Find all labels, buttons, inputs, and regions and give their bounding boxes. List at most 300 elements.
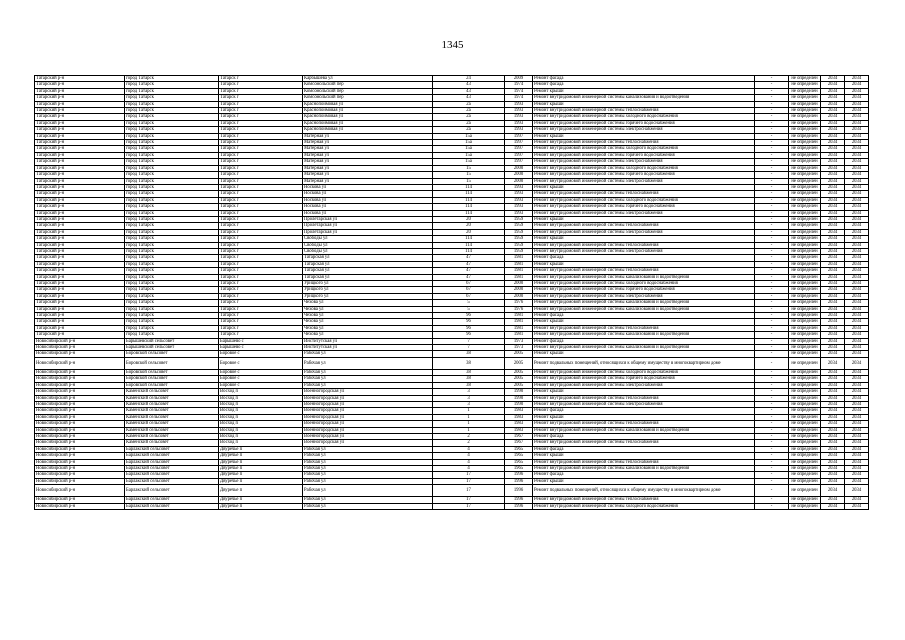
house-number-cell: 2а — [433, 108, 505, 114]
settlement-cell: Двуречье п — [219, 503, 303, 509]
settlement-cell: Татарск г — [219, 242, 303, 248]
plan-year-cell: 2034 — [821, 408, 845, 414]
year-cell: 1983 — [505, 427, 533, 433]
status-cell: не определен — [789, 332, 821, 338]
house-number-cell: 3 — [433, 401, 505, 407]
status-cell: не определен — [789, 146, 821, 152]
settlement-cell: Двуречье п — [219, 485, 303, 497]
end-year-cell: 2034 — [845, 472, 869, 478]
status-cell: не определен — [789, 127, 821, 133]
year-cell: 1959 — [505, 242, 533, 248]
district-cell: Татарский р-н — [35, 325, 125, 331]
plan-year-cell: 2034 — [821, 82, 845, 88]
year-cell: 1997 — [505, 159, 533, 165]
municipality-cell: город Татарск — [125, 261, 219, 267]
status-cell: не определен — [789, 389, 821, 395]
municipality-cell: Боровской сельсовет — [125, 382, 219, 388]
work-type-cell: Ремонт внутридомовой инженерной системы холодного водоснабжения — [533, 369, 755, 375]
dash-cell: - — [755, 503, 789, 509]
work-type-cell: Ремонт внутридомовой инженерной системы холодного водоснабжения — [533, 114, 755, 120]
street-cell: Военногородская ул — [303, 408, 433, 414]
district-cell: Татарский р-н — [35, 88, 125, 94]
district-cell: Новосибирский р-н — [35, 497, 125, 503]
settlement-cell: Татарск г — [219, 223, 303, 229]
end-year-cell: 2034 — [845, 152, 869, 158]
dash-cell: - — [755, 95, 789, 101]
plan-year-cell: 2034 — [821, 485, 845, 497]
house-number-cell: 1 — [433, 421, 505, 427]
end-year-cell: 2034 — [845, 446, 869, 452]
year-cell: 1993 — [505, 197, 533, 203]
street-cell: Чехова ул — [303, 332, 433, 338]
end-year-cell: 2034 — [845, 248, 869, 254]
dash-cell: - — [755, 446, 789, 452]
street-cell: Чехова ул — [303, 319, 433, 325]
dash-cell: - — [755, 140, 789, 146]
district-cell: Татарский р-н — [35, 313, 125, 319]
settlement-cell: Восход п — [219, 421, 303, 427]
street-cell: Рабочая ул — [303, 376, 433, 382]
status-cell: не определен — [789, 433, 821, 439]
district-cell: Татарский р-н — [35, 204, 125, 210]
plan-year-cell: 2034 — [821, 389, 845, 395]
dash-cell: - — [755, 172, 789, 178]
house-number-cell: 15а — [433, 159, 505, 165]
work-type-cell: Ремонт фасада — [533, 472, 755, 478]
municipality-cell: город Татарск — [125, 95, 219, 101]
district-cell: Новосибирский р-н — [35, 345, 125, 351]
plan-year-cell: 2034 — [821, 478, 845, 484]
plan-year-cell: 2034 — [821, 140, 845, 146]
settlement-cell: Двуречье п — [219, 497, 303, 503]
dash-cell: - — [755, 248, 789, 254]
dash-cell: - — [755, 497, 789, 503]
settlement-cell: Татарск г — [219, 197, 303, 203]
year-cell: 2000 — [505, 165, 533, 171]
dash-cell: - — [755, 306, 789, 312]
settlement-cell: Татарск г — [219, 293, 303, 299]
status-cell: не определен — [789, 376, 821, 382]
house-number-cell: 15 — [433, 178, 505, 184]
district-cell: Новосибирский р-н — [35, 401, 125, 407]
plan-year-cell: 2034 — [821, 114, 845, 120]
end-year-cell: 2034 — [845, 459, 869, 465]
district-cell: Татарский р-н — [35, 133, 125, 139]
house-number-cell: 114 — [433, 210, 505, 216]
municipality-cell: Барлакский сельсовет — [125, 503, 219, 509]
dash-cell: - — [755, 332, 789, 338]
end-year-cell: 2034 — [845, 503, 869, 509]
work-type-cell: Ремонт внутридомовой инженерной системы теплоснабжения — [533, 395, 755, 401]
municipality-cell: Каменский сельсовет — [125, 408, 219, 414]
municipality-cell: город Татарск — [125, 140, 219, 146]
end-year-cell: 2034 — [845, 313, 869, 319]
district-cell: Татарский р-н — [35, 274, 125, 280]
work-type-cell: Ремонт внутридомовой инженерной системы горячего водоснабжения — [533, 376, 755, 382]
settlement-cell: Татарск г — [219, 101, 303, 107]
end-year-cell: 2034 — [845, 76, 869, 82]
year-cell: 1981 — [505, 325, 533, 331]
street-cell: Военногородская ул — [303, 440, 433, 446]
end-year-cell: 2034 — [845, 204, 869, 210]
municipality-cell: город Татарск — [125, 325, 219, 331]
year-cell: 1981 — [505, 332, 533, 338]
work-type-cell: Ремонт внутридомовой инженерной системы теплоснабжения — [533, 191, 755, 197]
district-cell: Новосибирский р-н — [35, 503, 125, 509]
work-type-cell: Ремонт крыши — [533, 236, 755, 242]
work-type-cell: Ремонт внутридомовой инженерной системы горячего водоснабжения — [533, 287, 755, 293]
house-number-cell: 47 — [433, 261, 505, 267]
street-cell: Военногородская ул — [303, 401, 433, 407]
street-cell: Матерная ул — [303, 133, 433, 139]
year-cell: 1959 — [505, 216, 533, 222]
house-number-cell: 17 — [433, 497, 505, 503]
end-year-cell: 2034 — [845, 332, 869, 338]
district-cell: Новосибирский р-н — [35, 433, 125, 439]
plan-year-cell: 2034 — [821, 357, 845, 369]
dash-cell: - — [755, 459, 789, 465]
table-row — [35, 503, 869, 509]
settlement-cell: Татарск г — [219, 332, 303, 338]
street-cell: Свободы ул — [303, 248, 433, 254]
dash-cell: - — [755, 465, 789, 471]
settlement-cell: Татарск г — [219, 300, 303, 306]
street-cell: Татарская ул — [303, 268, 433, 274]
house-number-cell: 17 — [433, 472, 505, 478]
municipality-cell: Барлакский сельсовет — [125, 446, 219, 452]
street-cell: Краснопоимовая ул — [303, 101, 433, 107]
end-year-cell: 2034 — [845, 325, 869, 331]
house-number-cell: 67 — [433, 287, 505, 293]
settlement-cell: Татарск г — [219, 191, 303, 197]
year-cell: 1974 — [505, 95, 533, 101]
work-type-cell: Ремонт внутридомовой инженерной системы холодного водоснабжения — [533, 281, 755, 287]
status-cell: не определен — [789, 108, 821, 114]
status-cell: не определен — [789, 255, 821, 261]
house-number-cell: 67 — [433, 281, 505, 287]
status-cell: не определен — [789, 88, 821, 94]
house-number-cell: 114 — [433, 191, 505, 197]
work-type-cell: Ремонт внутридомовой инженерной системы канализования и водоотведения — [533, 465, 755, 471]
settlement-cell: Восход п — [219, 389, 303, 395]
settlement-cell: Татарск г — [219, 120, 303, 126]
house-number-cell: 1 — [433, 427, 505, 433]
year-cell: 1976 — [505, 306, 533, 312]
street-cell: Чехова ул — [303, 300, 433, 306]
year-cell: 2000 — [505, 287, 533, 293]
dash-cell: - — [755, 159, 789, 165]
dash-cell: - — [755, 229, 789, 235]
dash-cell: - — [755, 236, 789, 242]
dash-cell: - — [755, 216, 789, 222]
street-cell: Урицкого ул — [303, 281, 433, 287]
year-cell: 1993 — [505, 204, 533, 210]
dash-cell: - — [755, 389, 789, 395]
district-cell: Татарский р-н — [35, 159, 125, 165]
street-cell: Урицкого ул — [303, 293, 433, 299]
municipality-cell: город Татарск — [125, 197, 219, 203]
district-cell: Татарский р-н — [35, 191, 125, 197]
work-type-cell: Ремонт фасада — [533, 408, 755, 414]
end-year-cell: 2034 — [845, 293, 869, 299]
municipality-cell: город Татарск — [125, 300, 219, 306]
district-cell: Татарский р-н — [35, 261, 125, 267]
municipality-cell: город Татарск — [125, 172, 219, 178]
house-number-cell: 3 — [433, 395, 505, 401]
year-cell: 2005 — [505, 357, 533, 369]
municipality-cell: город Татарск — [125, 236, 219, 242]
municipality-cell: Каменский сельсовет — [125, 427, 219, 433]
status-cell: не определен — [789, 120, 821, 126]
work-type-cell: Ремонт внутридомовой инженерной системы электроснабжения — [533, 159, 755, 165]
status-cell: не определен — [789, 242, 821, 248]
plan-year-cell: 2034 — [821, 369, 845, 375]
work-type-cell: Ремонт внутридомовой инженерной системы теплоснабжения — [533, 140, 755, 146]
district-cell: Татарский р-н — [35, 127, 125, 133]
year-cell: 2000 — [505, 178, 533, 184]
house-number-cell: 20 — [433, 216, 505, 222]
year-cell: 1997 — [505, 146, 533, 152]
work-type-cell: Ремонт внутридомовой инженерной системы электроснабжения — [533, 210, 755, 216]
plan-year-cell: 2034 — [821, 274, 845, 280]
work-type-cell: Ремонт крыши — [533, 101, 755, 107]
municipality-cell: Боровской сельсовет — [125, 351, 219, 357]
status-cell: не определен — [789, 261, 821, 267]
house-number-cell: 47 — [433, 274, 505, 280]
work-type-cell: Ремонт крыши — [533, 389, 755, 395]
plan-year-cell: 2034 — [821, 146, 845, 152]
settlement-cell: Татарск г — [219, 274, 303, 280]
plan-year-cell: 2034 — [821, 414, 845, 420]
year-cell: 1997 — [505, 152, 533, 158]
district-cell: Татарский р-н — [35, 332, 125, 338]
house-number-cell: 2 — [433, 433, 505, 439]
district-cell: Татарский р-н — [35, 293, 125, 299]
settlement-cell: Боровое с — [219, 376, 303, 382]
work-type-cell: Ремонт крыши — [533, 88, 755, 94]
district-cell: Новосибирский р-н — [35, 382, 125, 388]
year-cell: 1981 — [505, 319, 533, 325]
settlement-cell: Боровое с — [219, 369, 303, 375]
end-year-cell: 2034 — [845, 268, 869, 274]
settlement-cell: Восход п — [219, 433, 303, 439]
plan-year-cell: 2034 — [821, 351, 845, 357]
dash-cell: - — [755, 165, 789, 171]
status-cell: не определен — [789, 82, 821, 88]
municipality-cell: Барлакский сельсовет — [125, 478, 219, 484]
work-type-cell: Ремонт крыши — [533, 478, 755, 484]
year-cell: 2005 — [505, 376, 533, 382]
street-cell: Рабочая ул — [303, 446, 433, 452]
plan-year-cell: 2034 — [821, 127, 845, 133]
municipality-cell: город Татарск — [125, 319, 219, 325]
settlement-cell: Татарск г — [219, 281, 303, 287]
house-number-cell: 96 — [433, 313, 505, 319]
plan-year-cell: 2034 — [821, 453, 845, 459]
end-year-cell: 2034 — [845, 421, 869, 427]
end-year-cell: 2034 — [845, 395, 869, 401]
end-year-cell: 2034 — [845, 242, 869, 248]
end-year-cell: 2034 — [845, 88, 869, 94]
municipality-cell: город Татарск — [125, 306, 219, 312]
dash-cell: - — [755, 414, 789, 420]
settlement-cell: Восход п — [219, 395, 303, 401]
work-type-cell: Ремонт внутридомовой инженерной системы канализования и водоотведения — [533, 274, 755, 280]
work-type-cell: Ремонт внутридомовой инженерной системы горячего водоснабжения — [533, 204, 755, 210]
plan-year-cell: 2034 — [821, 108, 845, 114]
street-cell: Матерная ул — [303, 178, 433, 184]
dash-cell: - — [755, 345, 789, 351]
status-cell: не определен — [789, 369, 821, 375]
plan-year-cell: 2034 — [821, 261, 845, 267]
municipality-cell: город Татарск — [125, 152, 219, 158]
end-year-cell: 2034 — [845, 300, 869, 306]
work-type-cell: Ремонт внутридомовой инженерной системы электроснабжения — [533, 127, 755, 133]
work-type-cell: Ремонт фасада — [533, 255, 755, 261]
status-cell: не определен — [789, 453, 821, 459]
dash-cell: - — [755, 382, 789, 388]
dash-cell: - — [755, 472, 789, 478]
work-type-cell: Ремонт подвальных помещений, относящихся к общему имуществу в многоквартирном доме — [533, 357, 755, 369]
plan-year-cell: 2034 — [821, 76, 845, 82]
status-cell: не определен — [789, 248, 821, 254]
municipality-cell: Боровской сельсовет — [125, 357, 219, 369]
dash-cell: - — [755, 485, 789, 497]
house-number-cell: 47 — [433, 255, 505, 261]
settlement-cell: Татарск г — [219, 95, 303, 101]
year-cell: 1993 — [505, 114, 533, 120]
plan-year-cell: 2034 — [821, 191, 845, 197]
work-type-cell: Ремонт внутридомовой инженерной системы канализования и водоотведения — [533, 300, 755, 306]
end-year-cell: 2034 — [845, 223, 869, 229]
settlement-cell: Татарск г — [219, 88, 303, 94]
street-cell: Рабочая ул — [303, 382, 433, 388]
year-cell: 2000 — [505, 172, 533, 178]
plan-year-cell: 2034 — [821, 459, 845, 465]
status-cell: не определен — [789, 300, 821, 306]
district-cell: Татарский р-н — [35, 172, 125, 178]
house-number-cell: 96 — [433, 325, 505, 331]
work-type-cell: Ремонт внутридомовой инженерной системы канализования и водоотведения — [533, 427, 755, 433]
settlement-cell: Татарск г — [219, 204, 303, 210]
street-cell: Пролетарская ул — [303, 223, 433, 229]
year-cell: 1959 — [505, 229, 533, 235]
plan-year-cell: 2034 — [821, 293, 845, 299]
status-cell: не определен — [789, 395, 821, 401]
dash-cell: - — [755, 101, 789, 107]
municipality-cell: Каменский сельсовет — [125, 395, 219, 401]
status-cell: не определен — [789, 178, 821, 184]
work-type-cell: Ремонт внутридомовой инженерной системы теплоснабжения — [533, 108, 755, 114]
work-type-cell: Ремонт внутридомовой инженерной системы теплоснабжения — [533, 497, 755, 503]
year-cell: 1965 — [505, 465, 533, 471]
settlement-cell: Двуречье п — [219, 446, 303, 452]
page-number: 1345 — [441, 39, 464, 51]
street-cell: Рабочая ул — [303, 453, 433, 459]
settlement-cell: Татарск г — [219, 178, 303, 184]
municipality-cell: город Татарск — [125, 76, 219, 82]
status-cell: не определен — [789, 472, 821, 478]
plan-year-cell: 2034 — [821, 197, 845, 203]
street-cell: Чехова ул — [303, 306, 433, 312]
street-cell: Рабочая ул — [303, 369, 433, 375]
year-cell: 1983 — [505, 421, 533, 427]
house-number-cell: 43 — [433, 95, 505, 101]
settlement-cell: Боровое с — [219, 382, 303, 388]
district-cell: Новосибирский р-н — [35, 478, 125, 484]
status-cell: не определен — [789, 274, 821, 280]
year-cell: 1967 — [505, 433, 533, 439]
work-type-cell: Ремонт фасада — [533, 446, 755, 452]
street-cell: Военногородская ул — [303, 421, 433, 427]
municipality-cell: Боровской сельсовет — [125, 376, 219, 382]
dash-cell: - — [755, 210, 789, 216]
district-cell: Новосибирский р-н — [35, 414, 125, 420]
end-year-cell: 2034 — [845, 453, 869, 459]
dash-cell: - — [755, 325, 789, 331]
municipality-cell: город Татарск — [125, 287, 219, 293]
municipality-cell: город Татарск — [125, 114, 219, 120]
settlement-cell: Барышево с — [219, 345, 303, 351]
work-type-cell: Ремонт внутридомовой инженерной системы холодного водоснабжения — [533, 165, 755, 171]
plan-year-cell: 2034 — [821, 465, 845, 471]
end-year-cell: 2034 — [845, 382, 869, 388]
year-cell: 2005 — [505, 382, 533, 388]
year-cell: 1973 — [505, 345, 533, 351]
district-cell: Новосибирский р-н — [35, 440, 125, 446]
district-cell: Новосибирский р-н — [35, 421, 125, 427]
end-year-cell: 2034 — [845, 120, 869, 126]
status-cell: не определен — [789, 338, 821, 344]
end-year-cell: 2034 — [845, 440, 869, 446]
municipality-cell: город Татарск — [125, 274, 219, 280]
end-year-cell: 2034 — [845, 389, 869, 395]
municipality-cell: город Татарск — [125, 332, 219, 338]
year-cell: 1996 — [505, 472, 533, 478]
plan-year-cell: 2034 — [821, 229, 845, 235]
end-year-cell: 2034 — [845, 108, 869, 114]
status-cell: не определен — [789, 351, 821, 357]
settlement-cell: Татарск г — [219, 146, 303, 152]
status-cell: не определен — [789, 204, 821, 210]
district-cell: Новосибирский р-н — [35, 485, 125, 497]
end-year-cell: 2034 — [845, 159, 869, 165]
end-year-cell: 2034 — [845, 210, 869, 216]
district-cell: Татарский р-н — [35, 255, 125, 261]
municipality-cell: Боровской сельсовет — [125, 369, 219, 375]
district-cell: Новосибирский р-н — [35, 453, 125, 459]
district-cell: Новосибирский р-н — [35, 389, 125, 395]
end-year-cell: 2034 — [845, 127, 869, 133]
work-type-cell: Ремонт крыши — [533, 351, 755, 357]
end-year-cell: 2034 — [845, 376, 869, 382]
dash-cell: - — [755, 204, 789, 210]
settlement-cell: Татарск г — [219, 152, 303, 158]
year-cell: 1959 — [505, 223, 533, 229]
dash-cell: - — [755, 433, 789, 439]
dash-cell: - — [755, 152, 789, 158]
settlement-cell: Двуречье п — [219, 453, 303, 459]
district-cell: Татарский р-н — [35, 101, 125, 107]
end-year-cell: 2034 — [845, 236, 869, 242]
street-cell: Карбышева ул — [303, 76, 433, 82]
street-cell: Татарская ул — [303, 255, 433, 261]
dash-cell: - — [755, 313, 789, 319]
end-year-cell: 2034 — [845, 433, 869, 439]
district-cell: Татарский р-н — [35, 114, 125, 120]
district-cell: Татарский р-н — [35, 140, 125, 146]
end-year-cell: 2034 — [845, 414, 869, 420]
